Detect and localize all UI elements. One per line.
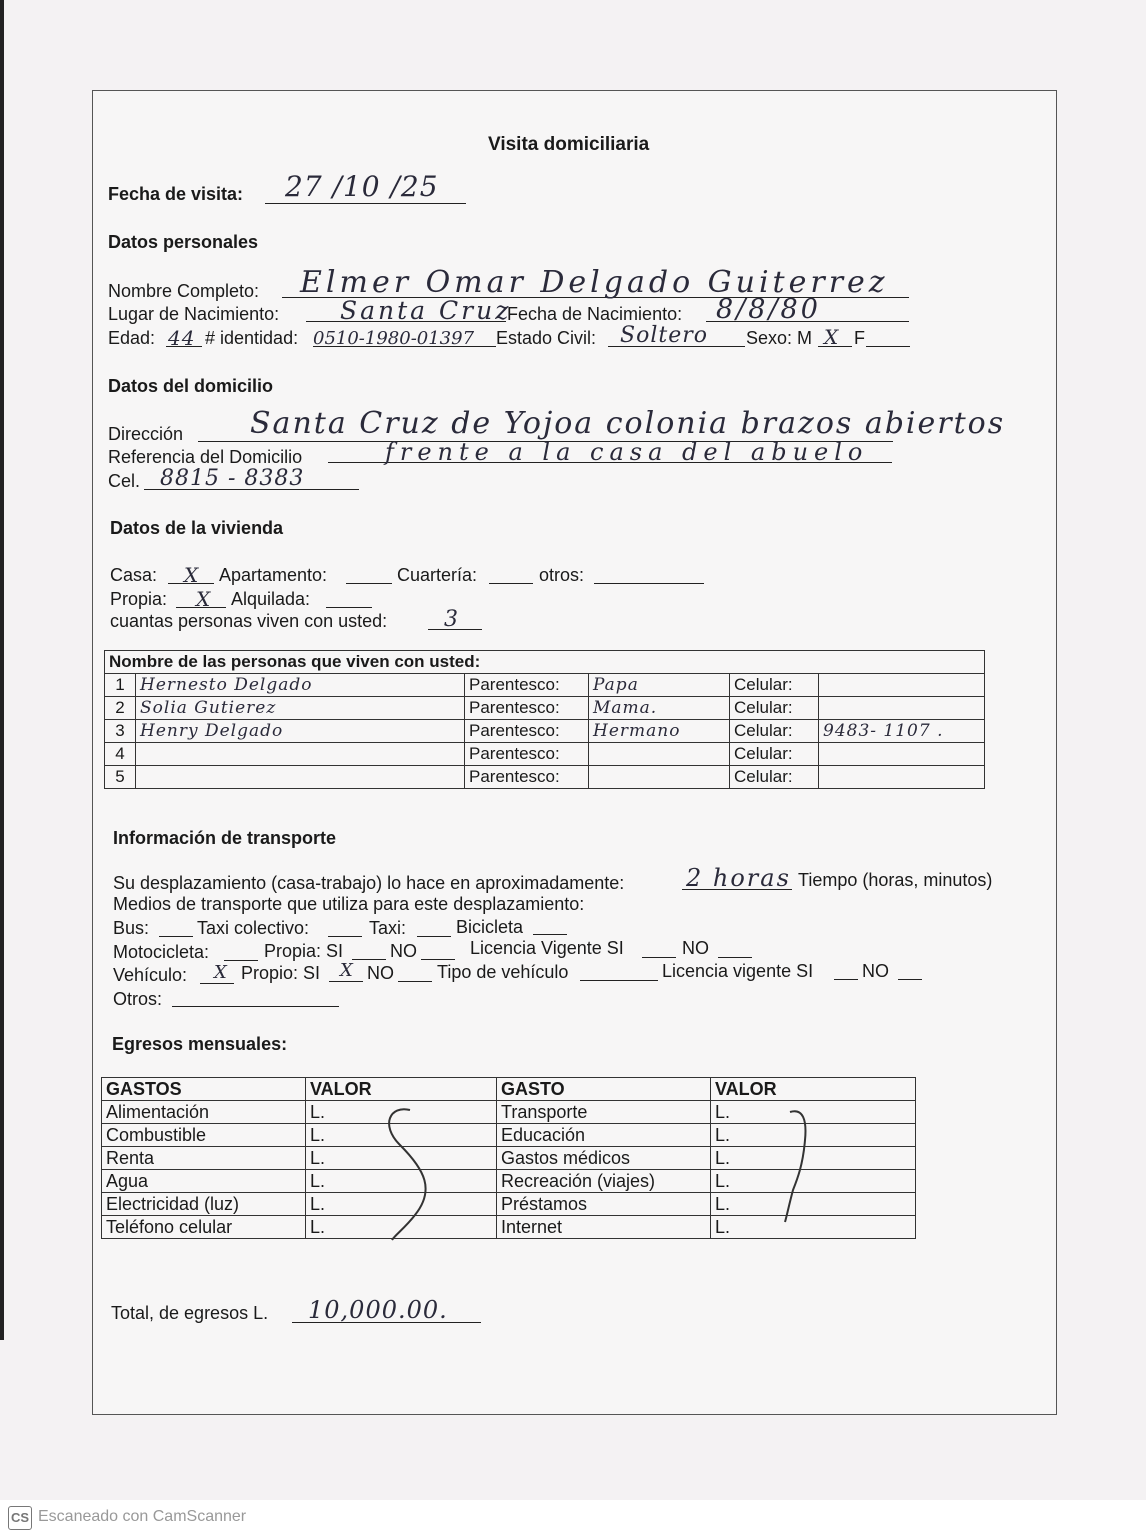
scan-edge — [0, 0, 4, 1340]
veh-no-label: NO — [367, 963, 394, 983]
vehiculo-line — [200, 983, 234, 984]
birthdate-value: 8/8/80 — [716, 294, 821, 325]
birthdate-label: Fecha de Nacimiento: — [507, 304, 683, 324]
veh-propio-line — [329, 981, 363, 982]
table-row — [105, 697, 985, 720]
expense-currency: L. — [306, 1216, 497, 1239]
veh-tipo-label: Tipo de vehículo — [437, 962, 569, 982]
household-heading: Nombre de las personas que viven con usted: — [105, 651, 985, 674]
veh-lic-line — [834, 979, 858, 980]
relation-label: Parentesco: — [465, 720, 589, 743]
rented-label: Alquilada: — [231, 589, 311, 609]
moto-label: Motocicleta: — [113, 942, 210, 962]
expense-currency: L. — [711, 1147, 916, 1170]
expense-name: Alimentación — [102, 1101, 306, 1124]
member-name: Solia Gutierez — [136, 697, 465, 720]
row-number: 4 — [105, 743, 136, 766]
expense-name: Recreación (viajes) — [497, 1170, 711, 1193]
handwritten-brace-mark — [380, 1100, 450, 1250]
address-heading: Datos del domicilio — [108, 376, 274, 396]
col-gasto: GASTO — [497, 1078, 711, 1101]
member-phone — [819, 743, 985, 766]
member-relation — [589, 743, 730, 766]
veh-lic-label: Licencia vigente SI — [662, 961, 814, 981]
full-name-value: Elmer Omar Delgado Guiterrez — [300, 265, 889, 300]
col-gastos: GASTOS — [102, 1078, 306, 1101]
expense-currency: L. — [711, 1193, 916, 1216]
col-valor: VALOR — [306, 1078, 497, 1101]
transport-heading: Información de transporte — [113, 828, 337, 848]
reference-value: frente a la casa del abuelo — [385, 438, 869, 466]
handwritten-brace-mark — [775, 1100, 825, 1230]
veh-lic-no-line — [898, 979, 922, 980]
table-row — [105, 674, 985, 697]
otros-line — [172, 1006, 339, 1007]
total-value: 10,000.00. — [308, 1296, 448, 1324]
phone-label: Celular: — [730, 743, 819, 766]
moto-lic-no-label: NO — [682, 938, 709, 958]
expense-currency: L. — [711, 1101, 916, 1124]
household-header-row — [105, 651, 985, 674]
visit-date-value: 27 /10 /25 — [285, 170, 439, 203]
house-mark: X — [184, 563, 200, 587]
moto-lic-line — [642, 957, 676, 958]
expense-currency: L. — [306, 1193, 497, 1216]
scanner-footer-text: Escaneado con CamScanner — [38, 1508, 247, 1525]
bicicleta-line — [533, 934, 567, 935]
moto-no-line — [421, 959, 455, 960]
table-row — [105, 720, 985, 743]
expense-name: Educación — [497, 1124, 711, 1147]
phone-label: Celular: — [730, 720, 819, 743]
commute-label: Su desplazamiento (casa-trabajo) lo hace en aproximadamente: — [113, 873, 625, 893]
house-label: Casa: — [110, 565, 158, 585]
expense-name: Renta — [102, 1147, 306, 1170]
relation-label: Parentesco: — [465, 674, 589, 697]
taxi-colectivo-line — [328, 936, 362, 937]
expense-name: Préstamos — [497, 1193, 711, 1216]
expense-name: Agua — [102, 1170, 306, 1193]
visit-date-line — [265, 203, 466, 204]
veh-propio-mark: X — [340, 960, 354, 981]
phone-value: 8815 - 8383 — [160, 466, 305, 491]
expense-name: Electricidad (luz) — [102, 1193, 306, 1216]
bus-line — [159, 936, 193, 937]
camscanner-logo-icon: CS — [8, 1506, 32, 1530]
total-label: Total, de egresos L. — [111, 1303, 269, 1323]
phone-label: Celular: — [730, 697, 819, 720]
full-name-label: Nombre Completo: — [108, 281, 260, 301]
expense-name: Gastos médicos — [497, 1147, 711, 1170]
member-relation — [589, 766, 730, 789]
cuarteria-line — [489, 583, 533, 584]
row-number: 1 — [105, 674, 136, 697]
moto-propia-line — [352, 959, 386, 960]
sex-label: Sexo: M — [746, 328, 813, 348]
member-phone — [819, 674, 985, 697]
relation-label: Parentesco: — [465, 743, 589, 766]
vehiculo-mark: X — [214, 962, 228, 983]
moto-lic-no-line — [718, 957, 752, 958]
id-label: # identidad: — [205, 328, 299, 348]
age-value: 44 — [168, 326, 196, 350]
civil-value: Soltero — [620, 323, 708, 348]
vehiculo-label: Vehículo: — [113, 965, 188, 985]
visit-date-label: Fecha de visita: — [108, 184, 244, 204]
member-name: Hernesto Delgado — [136, 674, 465, 697]
row-number: 2 — [105, 697, 136, 720]
direction-value: Santa Cruz de Yojoa colonia brazos abiertos — [250, 406, 1006, 441]
expense-currency: L. — [711, 1124, 916, 1147]
row-number: 5 — [105, 766, 136, 789]
phone-label: Celular: — [730, 766, 819, 789]
housing-heading: Datos de la vivienda — [110, 518, 284, 538]
member-relation: Mama. — [589, 697, 730, 720]
expenses-header-row — [102, 1078, 916, 1101]
member-name: Henry Delgado — [136, 720, 465, 743]
people-count-value: 3 — [444, 607, 459, 632]
otros-label: Otros: — [113, 989, 163, 1009]
expense-name: Teléfono celular — [102, 1216, 306, 1239]
expense-currency: L. — [306, 1124, 497, 1147]
expense-currency: L. — [306, 1170, 497, 1193]
sex-f-line — [866, 346, 910, 347]
apartment-line — [346, 583, 392, 584]
phone-label: Celular: — [730, 674, 819, 697]
member-relation: Papa — [589, 674, 730, 697]
own-mark: X — [196, 587, 212, 611]
expense-currency: L. — [306, 1147, 497, 1170]
row-number: 3 — [105, 720, 136, 743]
member-phone: 9483- 1107 . — [819, 720, 985, 743]
birthplace-value: Santa Cruz — [340, 296, 512, 325]
civil-label: Estado Civil: — [496, 328, 597, 348]
commute-unit: Tiempo (horas, minutos) — [798, 870, 993, 890]
expense-currency: L. — [711, 1170, 916, 1193]
sex-mark: X — [824, 325, 840, 349]
expense-name: Transporte — [497, 1101, 711, 1124]
bus-label: Bus: — [113, 918, 150, 938]
member-relation: Hermano — [589, 720, 730, 743]
veh-no-line — [398, 981, 432, 982]
member-phone — [819, 766, 985, 789]
others-line — [594, 583, 704, 584]
moto-lic-label: Licencia Vigente SI — [470, 938, 624, 958]
member-name — [136, 743, 465, 766]
apartment-label: Apartamento: — [219, 565, 328, 585]
means-label: Medios de transporte que utiliza para este desplazamiento: — [113, 894, 585, 914]
commute-value: 2 horas — [686, 864, 791, 892]
relation-label: Parentesco: — [465, 766, 589, 789]
table-row — [105, 743, 985, 766]
expense-currency: L. — [306, 1101, 497, 1124]
moto-no-label: NO — [390, 941, 417, 961]
cuarteria-label: Cuartería: — [397, 565, 478, 585]
household-table — [104, 650, 985, 789]
expense-name: Internet — [497, 1216, 711, 1239]
taxi-label: Taxi: — [369, 918, 407, 938]
member-phone — [819, 697, 985, 720]
sex-f-label: F — [854, 328, 865, 348]
member-name — [136, 766, 465, 789]
expenses-heading: Egresos mensuales: — [112, 1034, 288, 1054]
direction-label: Dirección — [108, 424, 184, 444]
col-valor-2: VALOR — [711, 1078, 916, 1101]
others-label: otros: — [539, 565, 585, 585]
taxi-colectivo-label: Taxi colectivo: — [197, 918, 310, 938]
veh-tipo-line — [580, 980, 658, 981]
moto-line — [224, 960, 258, 961]
people-count-label: cuantas personas viven con usted: — [110, 611, 388, 631]
taxi-line — [417, 936, 451, 937]
rented-line — [326, 607, 372, 608]
bicicleta-label: Bicicleta — [456, 917, 524, 937]
id-value: 0510-1980-01397 — [313, 328, 475, 349]
page-title: Visita domiciliaria — [488, 134, 650, 155]
table-row — [105, 766, 985, 789]
birthplace-label: Lugar de Nacimiento: — [108, 304, 280, 324]
expense-currency: L. — [711, 1216, 916, 1239]
veh-lic-no-label: NO — [862, 961, 889, 981]
relation-label: Parentesco: — [465, 697, 589, 720]
veh-propio-label: Propio: SI — [241, 963, 321, 983]
personal-heading: Datos personales — [108, 232, 259, 252]
reference-label: Referencia del Domicilio — [108, 447, 303, 467]
expense-name: Combustible — [102, 1124, 306, 1147]
age-label: Edad: — [108, 328, 156, 348]
moto-propia-label: Propia: SI — [264, 941, 344, 961]
phone-label: Cel. — [108, 471, 141, 491]
own-label: Propia: — [110, 589, 168, 609]
